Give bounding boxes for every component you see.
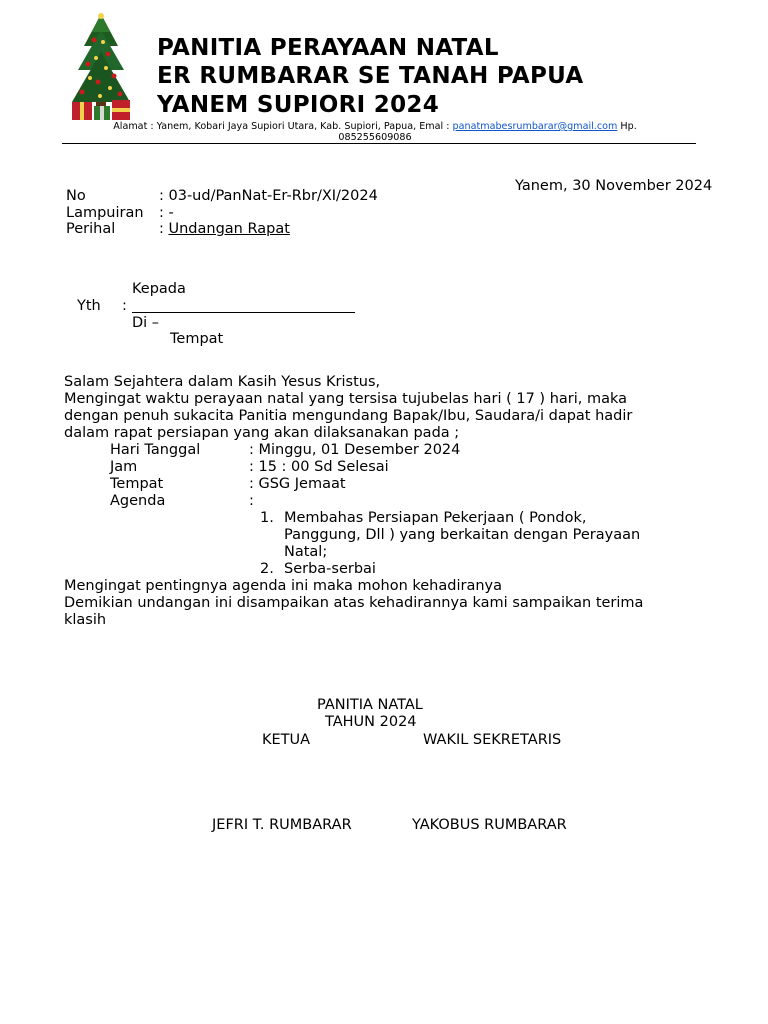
- body-line: dengan penuh sukacita Panitia mengundang Bapak/Ibu, Saudara/i dapat hadir: [64, 408, 633, 424]
- agenda-item-line: Serba-serbai: [284, 561, 376, 577]
- detail-value: : Minggu, 01 Desember 2024: [249, 442, 461, 458]
- body-line: Salam Sejahtera dalam Kasih Yesus Kristus,: [64, 374, 381, 390]
- meta-no-label: No: [66, 188, 86, 204]
- signature-year: TAHUN 2024: [325, 714, 417, 730]
- di-label: Di –: [132, 315, 160, 331]
- header-title-3: YANEM SUPIORI 2024: [157, 92, 440, 118]
- detail-label: Hari Tanggal: [110, 442, 201, 458]
- wakil-title: WAKIL SEKRETARIS: [423, 732, 562, 748]
- meta-lampiran-label: Lampuiran: [66, 205, 144, 221]
- phone-number: 085255609086: [338, 132, 412, 143]
- agenda-number: 2.: [260, 561, 274, 577]
- signature-org: PANITIA NATAL: [317, 697, 423, 713]
- detail-label: Jam: [110, 459, 138, 475]
- agenda-item-line: Panggung, Dll ) yang berkaitan dengan Perayaan: [284, 527, 641, 543]
- addressee-blank-line: [132, 312, 355, 313]
- agenda-number: 1.: [260, 510, 274, 526]
- closing-line: klasih: [64, 612, 107, 628]
- detail-value: : 15 : 00 Sd Selesai: [249, 459, 389, 475]
- closing-line: Mengingat pentingnya agenda ini maka mohon kehadiranya: [64, 578, 502, 594]
- email-link[interactable]: panatmabesrumbarar@gmail.com: [452, 121, 618, 132]
- header-title-1: PANITIA PERAYAAN NATAL: [157, 35, 499, 61]
- meta-perihal-label: Perihal: [66, 221, 116, 237]
- detail-value: : GSG Jemaat: [249, 476, 346, 492]
- body-line: dalam rapat persiapan yang akan dilaksanakan pada ;: [64, 425, 460, 441]
- detail-value: :: [249, 493, 254, 509]
- yth-colon: :: [122, 298, 127, 314]
- detail-label: Agenda: [110, 493, 166, 509]
- header-address: [62, 121, 688, 143]
- perihal-colon: :: [159, 221, 169, 237]
- tempat-label: Tempat: [170, 331, 224, 347]
- wakil-name: YAKOBUS RUMBARAR: [412, 817, 567, 833]
- address-text: Alamat : Yanem, Kobari Jaya Supiori Utara, Kab. Supiori, Papua, Emal :: [113, 121, 450, 132]
- meta-no-value: : 03-ud/PanNat-Er-Rbr/XI/2024: [159, 188, 378, 204]
- phone-label: Hp.: [620, 121, 637, 132]
- agenda-item-line: Membahas Persiapan Pekerjaan ( Pondok,: [284, 510, 587, 526]
- meta-lampiran-value: : -: [159, 205, 174, 221]
- perihal-subject: Undangan Rapat: [168, 221, 290, 237]
- ketua-title: KETUA: [262, 732, 311, 748]
- meta-perihal-value: [159, 221, 290, 238]
- header-title-2: ER RUMBARAR SE TANAH PAPUA: [157, 63, 584, 89]
- agenda-item-line: Natal;: [284, 544, 328, 560]
- header-divider: [62, 143, 696, 144]
- kepada-label: Kepada: [132, 281, 186, 297]
- letter-date: Yanem, 30 November 2024: [515, 178, 713, 194]
- yth-label: Yth: [77, 298, 101, 314]
- detail-label: Tempat: [110, 476, 164, 492]
- closing-line: Demikian undangan ini disampaikan atas kehadirannya kami sampaikan terima: [64, 595, 644, 611]
- christmas-tree-icon: [70, 12, 132, 124]
- ketua-name: JEFRI T. RUMBARAR: [212, 817, 352, 833]
- body-line: Mengingat waktu perayaan natal yang tersisa tujubelas hari ( 17 ) hari, maka: [64, 391, 628, 407]
